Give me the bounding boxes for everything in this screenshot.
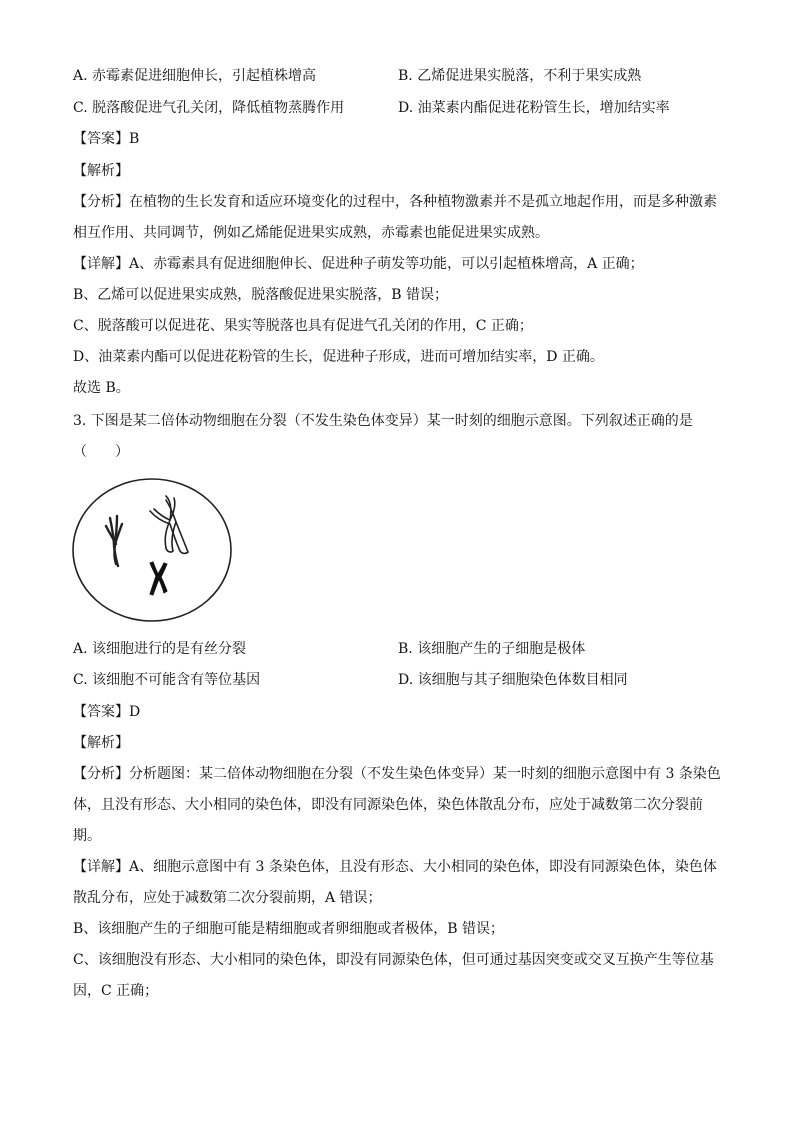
q2-answer: 【答案】B [73,131,140,147]
q3-stem-line-1: 3. 下图是某二倍体动物细胞在分裂（不发生染色体变异）某一时刻的细胞示意图。下列叙述正确的是 [73,413,693,429]
q3-option-b: B. 该细胞产生的子细胞是极体 [398,641,586,657]
cell-diagram [70,478,240,626]
q2-analysis-heading: 【解析】 [73,163,129,179]
q3-fenxi-line-3: 期。 [73,828,101,844]
q3-option-d: D. 该细胞与其子细胞染色体数目相同 [398,672,628,688]
q3-xiangjie-b: B、该细胞产生的子细胞可能是精细胞或者卵细胞或者极体，B 错误； [73,921,505,937]
chromosome-left-small [106,516,122,566]
q3-option-a: A. 该细胞进行的是有丝分裂 [73,641,247,657]
q2-option-a: A. 赤霉素促进细胞伸长，引起植株增高 [73,68,317,84]
q2-option-c: C. 脱落酸促进气孔关闭，降低植物蒸腾作用 [73,100,345,116]
q3-xiangjie-c-line-1: C、该细胞没有形态、大小相同的染色体，即没有同源染色体，但可通过基因突变或交叉互换产生等位基 [73,952,714,968]
q2-fenxi-line-1: 【分析】在植物的生长发育和适应环境变化的过程中，各种植物激素并不是孤立地起作用，而是多种激素 [73,194,717,210]
q2-xiangjie-a: 【详解】A、赤霉素具有促进细胞伸长、促进种子萌发等功能，可以引起植株增高，A 正确； [73,256,644,272]
q3-analysis-label: 解析 [87,735,115,751]
chromosome-lower-dark [150,562,167,595]
cell-membrane [73,479,231,621]
q2-fenxi-line-2: 相互作用、共同调节，例如乙烯能促进果实成熟，赤霉素也能促进果实成熟。 [73,225,549,241]
q3-analysis-heading: 【解析】 [73,735,129,751]
q3-fenxi-line-2: 体，且没有形态、大小相同的染色体，即没有同源染色体，染色体散乱分布，应处于减数第二次分裂前 [73,797,703,813]
chromosome-upper-large [150,496,188,553]
q3-xiangjie-c-line-2: 因，C 正确； [73,983,159,999]
q3-xiangjie-a-line-2: 散乱分布，应处于减数第二次分裂前期，A 错误； [73,890,382,906]
q2-xiangjie-d: D、油菜素内酯可以促进花粉管的生长，促进种子形成，进而可增加结实率，D 正确。 [73,349,604,365]
q2-xiangjie-c: C、脱落酸可以促进花、果实等脱落也具有促进气孔关闭的作用，C 正确； [73,318,533,334]
q3-stem-line-2: （ ） [73,444,129,460]
q3-xiangjie-a-line-1: 【详解】A、细胞示意图中有 3 条染色体，且没有形态、大小相同的染色体，即没有同源染色体，染色体 [73,859,717,875]
q2-analysis-label: 解析 [87,163,115,179]
q3-fenxi-line-1: 【分析】分析题图：某二倍体动物细胞在分裂（不发生染色体变异）某一时刻的细胞示意图中有 3 条染色 [73,766,721,782]
q3-answer: 【答案】D [73,704,141,720]
q2-conclusion: 故选 B。 [73,380,130,396]
q2-option-b: B. 乙烯促进果实脱落，不利于果实成熟 [398,68,642,84]
q3-option-c: C. 该细胞不可能含有等位基因 [73,672,261,688]
q2-option-d: D. 油菜素内酯促进花粉管生长，增加结实率 [398,100,670,116]
q2-xiangjie-b: B、乙烯可以促进果实成熟，脱落酸促进果实脱落，B 错误； [73,287,449,303]
